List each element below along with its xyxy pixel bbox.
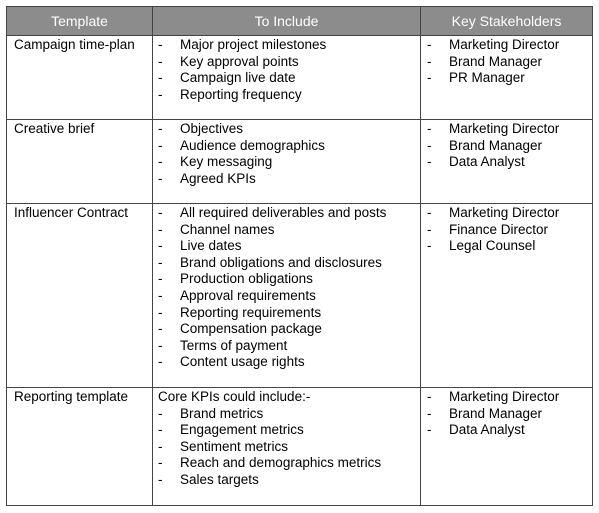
- stakeholder-label: Marketing Director: [449, 389, 560, 404]
- stakeholder-label: Marketing Director: [449, 121, 560, 136]
- list-item: [158, 37, 414, 54]
- dash-bullet: -: [158, 287, 163, 303]
- include-intro: Core KPIs could include:-: [158, 389, 311, 404]
- dash-bullet: -: [158, 471, 163, 487]
- dash-bullet: -: [158, 438, 163, 454]
- list-item: [158, 439, 414, 456]
- table-row: [7, 120, 593, 204]
- dash-bullet: -: [158, 271, 163, 287]
- include-item-label: Engagement metrics: [180, 422, 304, 438]
- list-item: [427, 238, 586, 255]
- stakeholder-label: Marketing Director: [449, 37, 560, 52]
- list-item: [158, 238, 414, 255]
- stakeholders-cell: [421, 36, 593, 120]
- stakeholder-label: Finance Director: [449, 221, 549, 237]
- stakeholders-list: [427, 389, 586, 439]
- list-item: [158, 87, 414, 104]
- list-item: [158, 121, 414, 138]
- stakeholder-label: PR Manager: [449, 70, 525, 86]
- include-list: [158, 406, 414, 489]
- stakeholders-cell: [421, 388, 593, 506]
- table-row: [7, 388, 593, 506]
- template-name: Influencer Contract: [7, 204, 153, 388]
- dash-bullet: -: [427, 53, 432, 69]
- dash-bullet: -: [158, 321, 163, 337]
- list-item: [158, 138, 414, 155]
- table-row: [7, 36, 593, 120]
- dash-bullet: -: [427, 389, 432, 404]
- include-list: [158, 121, 414, 187]
- include-item-label: Live dates: [180, 238, 242, 254]
- stakeholder-label: Brand Manager: [449, 137, 543, 153]
- dash-bullet: -: [158, 53, 163, 69]
- list-item: [427, 138, 586, 155]
- stakeholders-list: [427, 121, 586, 171]
- list-item: [158, 171, 414, 188]
- templates-table: [6, 6, 593, 506]
- list-item: [158, 288, 414, 305]
- template-name: Campaign time-plan: [7, 36, 153, 120]
- include-item-label: Sentiment metrics: [180, 438, 289, 454]
- include-item-label: Compensation package: [180, 321, 322, 337]
- stakeholder-label: Data Analyst: [449, 154, 525, 170]
- header-to-include: To Include: [153, 7, 421, 36]
- dash-bullet: -: [427, 405, 432, 421]
- include-item-label: Audience demographics: [180, 137, 325, 153]
- list-item: [158, 338, 414, 355]
- list-item: [158, 406, 414, 423]
- list-item: [158, 271, 414, 288]
- header-template: Template: [7, 7, 153, 36]
- template-name: Creative brief: [7, 120, 153, 204]
- list-item: [427, 205, 586, 222]
- dash-bullet: -: [158, 86, 163, 102]
- list-item: [427, 37, 586, 54]
- include-item-label: Terms of payment: [180, 337, 288, 353]
- dash-bullet: -: [427, 70, 432, 86]
- list-item: [427, 389, 586, 406]
- include-item-label: Campaign live date: [180, 70, 296, 86]
- list-item: [158, 321, 414, 338]
- dash-bullet: -: [427, 154, 432, 170]
- include-cell: [153, 388, 421, 506]
- list-item: [158, 354, 414, 371]
- include-item-label: Reporting frequency: [180, 86, 302, 102]
- include-item-label: Agreed KPIs: [180, 170, 256, 186]
- include-item-label: Reporting requirements: [180, 304, 322, 320]
- list-item: [158, 472, 414, 489]
- include-item-label: Brand obligations and disclosures: [180, 254, 382, 270]
- include-cell: [153, 120, 421, 204]
- dash-bullet: -: [158, 254, 163, 270]
- stakeholder-label: Marketing Director: [449, 205, 560, 220]
- list-item: [158, 305, 414, 322]
- include-item-label: Sales targets: [180, 471, 259, 487]
- dash-bullet: -: [158, 170, 163, 186]
- stakeholder-label: Legal Counsel: [449, 238, 536, 254]
- list-item: [427, 154, 586, 171]
- list-item: [158, 222, 414, 239]
- stakeholders-cell: [421, 120, 593, 204]
- include-list: [158, 205, 414, 371]
- stakeholders-list: [427, 205, 586, 255]
- list-item: [158, 154, 414, 171]
- list-item: [427, 222, 586, 239]
- list-item: [158, 54, 414, 71]
- stakeholders-list: [427, 37, 586, 87]
- dash-bullet: -: [158, 354, 163, 370]
- list-item: [427, 121, 586, 138]
- dash-bullet: -: [158, 121, 163, 136]
- stakeholder-label: Brand Manager: [449, 53, 543, 69]
- include-list: [158, 37, 414, 103]
- stakeholders-cell: [421, 204, 593, 388]
- include-item-label: Key approval points: [180, 53, 299, 69]
- dash-bullet: -: [427, 37, 432, 52]
- dash-bullet: -: [427, 137, 432, 153]
- dash-bullet: -: [158, 37, 163, 52]
- dash-bullet: -: [158, 137, 163, 153]
- dash-bullet: -: [427, 205, 432, 220]
- include-item-label: Reach and demographics metrics: [180, 455, 382, 471]
- dash-bullet: -: [158, 70, 163, 86]
- dash-bullet: -: [158, 238, 163, 254]
- dash-bullet: -: [427, 422, 432, 438]
- include-cell: [153, 204, 421, 388]
- list-item: [158, 455, 414, 472]
- include-item-label: Objectives: [180, 121, 244, 136]
- include-item-label: Content usage rights: [180, 354, 305, 370]
- list-item: [427, 70, 586, 87]
- list-item: [427, 406, 586, 423]
- list-item: [427, 422, 586, 439]
- header-key-stakeholders: Key Stakeholders: [421, 7, 593, 36]
- table-header-row: [7, 7, 593, 36]
- dash-bullet: -: [158, 455, 163, 471]
- template-name: Reporting template: [7, 388, 153, 506]
- include-item-label: Production obligations: [180, 271, 313, 287]
- stakeholder-label: Brand Manager: [449, 405, 543, 421]
- include-cell: [153, 36, 421, 120]
- list-item: [427, 54, 586, 71]
- dash-bullet: -: [158, 221, 163, 237]
- list-item: [158, 205, 414, 222]
- dash-bullet: -: [158, 154, 163, 170]
- include-item-label: Key messaging: [180, 154, 273, 170]
- list-item: [158, 70, 414, 87]
- table-row: [7, 204, 593, 388]
- dash-bullet: -: [158, 337, 163, 353]
- dash-bullet: -: [427, 121, 432, 136]
- dash-bullet: -: [158, 205, 163, 220]
- include-item-label: Major project milestones: [180, 37, 327, 52]
- dash-bullet: -: [427, 221, 432, 237]
- list-item: [158, 422, 414, 439]
- include-item-label: Approval requirements: [180, 287, 316, 303]
- dash-bullet: -: [158, 405, 163, 421]
- include-item-label: All required deliverables and posts: [180, 205, 387, 220]
- include-item-label: Channel names: [180, 221, 275, 237]
- include-item-label: Brand metrics: [180, 405, 264, 421]
- dash-bullet: -: [427, 238, 432, 254]
- list-item: [158, 255, 414, 272]
- stakeholder-label: Data Analyst: [449, 422, 525, 438]
- dash-bullet: -: [158, 304, 163, 320]
- dash-bullet: -: [158, 422, 163, 438]
